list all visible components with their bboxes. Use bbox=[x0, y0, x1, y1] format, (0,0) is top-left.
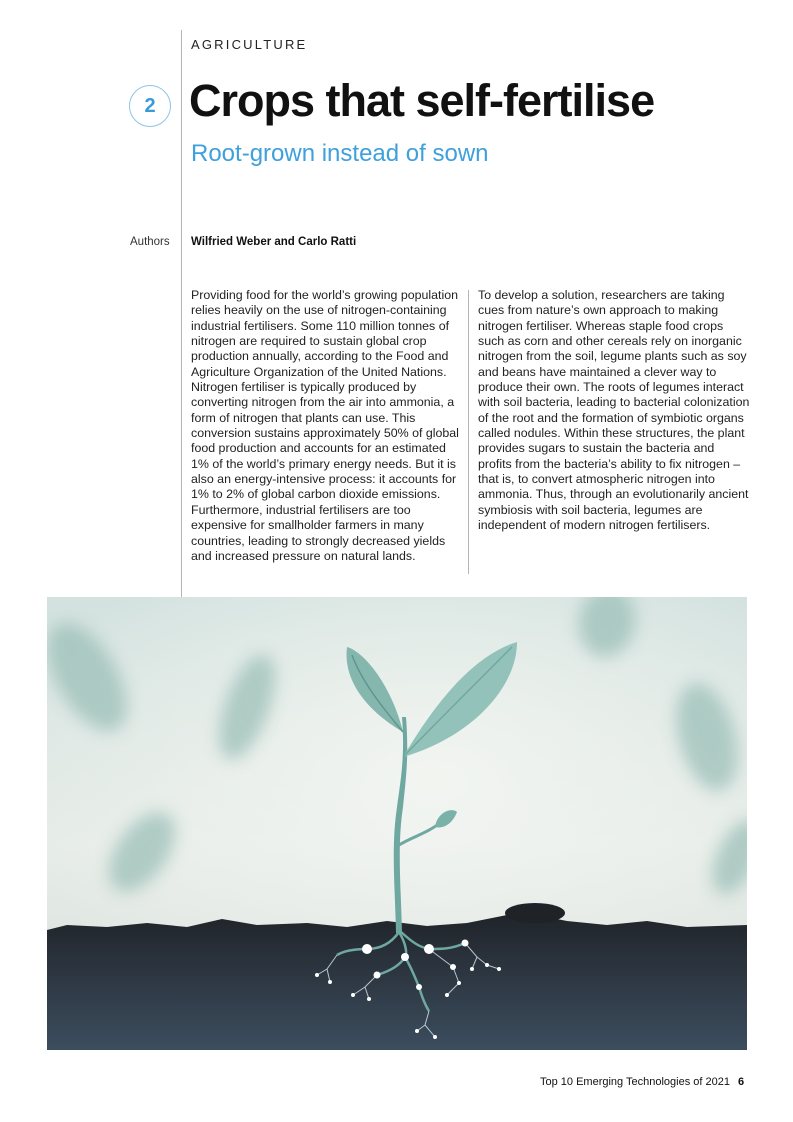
authors-names: Wilfried Weber and Carlo Ratti bbox=[191, 236, 357, 248]
root-nodule bbox=[450, 964, 456, 970]
chapter-number-badge: 2 bbox=[129, 85, 171, 127]
root-nodule bbox=[424, 944, 434, 954]
footer-publication-title: Top 10 Emerging Technologies of 2021 bbox=[540, 1076, 730, 1088]
body-column-right: To develop a solution, researchers are taking cues from nature’s own approach to making nitrogen fertiliser. Whereas staple food crops such as corn and other cereals rely on inorganic nitrogen from the soil, legume plants such as soy and beans have maintained a clever way to produce their own. The roots of legumes interact with soil bacteria, leading to bacterial colonization of the root and the formation of symbiotic organs called nodules. Within these structures, the plant provides sugars to sustain the bacteria and profits from the bacteria’s ability to fix nitrogen – that is, to convert atmospheric nitrogen into ammonia. Thus, through an evolutionarily ancient symbiosis with soil bacteria, legumes are independent of modern nitrogen fertilisers. bbox=[478, 288, 750, 533]
body-column-left: Providing food for the world’s growing population relies heavily on the use of nitrogen-containing industrial fertilisers. Some 110 million tonnes of nitrogen are required to sustain global crop production annually, according to the Food and Agriculture Organization of the United Nations. Nitrogen fertiliser is typically produced by converting nitrogen from the air into ammonia, a form of nitrogen that plants can use. This conversion sustains approximately 50% of global food production and accounts for an estimated 1% of the world’s primary energy needs. But it is also an energy-intensive process: it accounts for 1% to 2% of global carbon dioxide emissions. Furthermore, industrial fertilisers are too expensive for smallholder farmers in many countries, leading to strongly decreased yields and increased pressure on natural lands. bbox=[191, 288, 459, 563]
page-subtitle: Root-grown instead of sown bbox=[191, 140, 489, 167]
footer-page-number: 6 bbox=[738, 1076, 745, 1088]
root-nodule bbox=[362, 944, 372, 954]
root-nodule bbox=[374, 972, 381, 979]
seedling-illustration bbox=[47, 597, 747, 1050]
root-nodule bbox=[462, 940, 469, 947]
root-nodule bbox=[416, 984, 422, 990]
column-divider-rule bbox=[468, 290, 469, 574]
section-label: AGRICULTURE bbox=[191, 37, 308, 52]
section-divider-rule bbox=[181, 30, 182, 598]
page-title: Crops that self-fertilise bbox=[189, 75, 655, 126]
authors-label: Authors bbox=[130, 236, 170, 248]
root-nodule bbox=[401, 953, 409, 961]
